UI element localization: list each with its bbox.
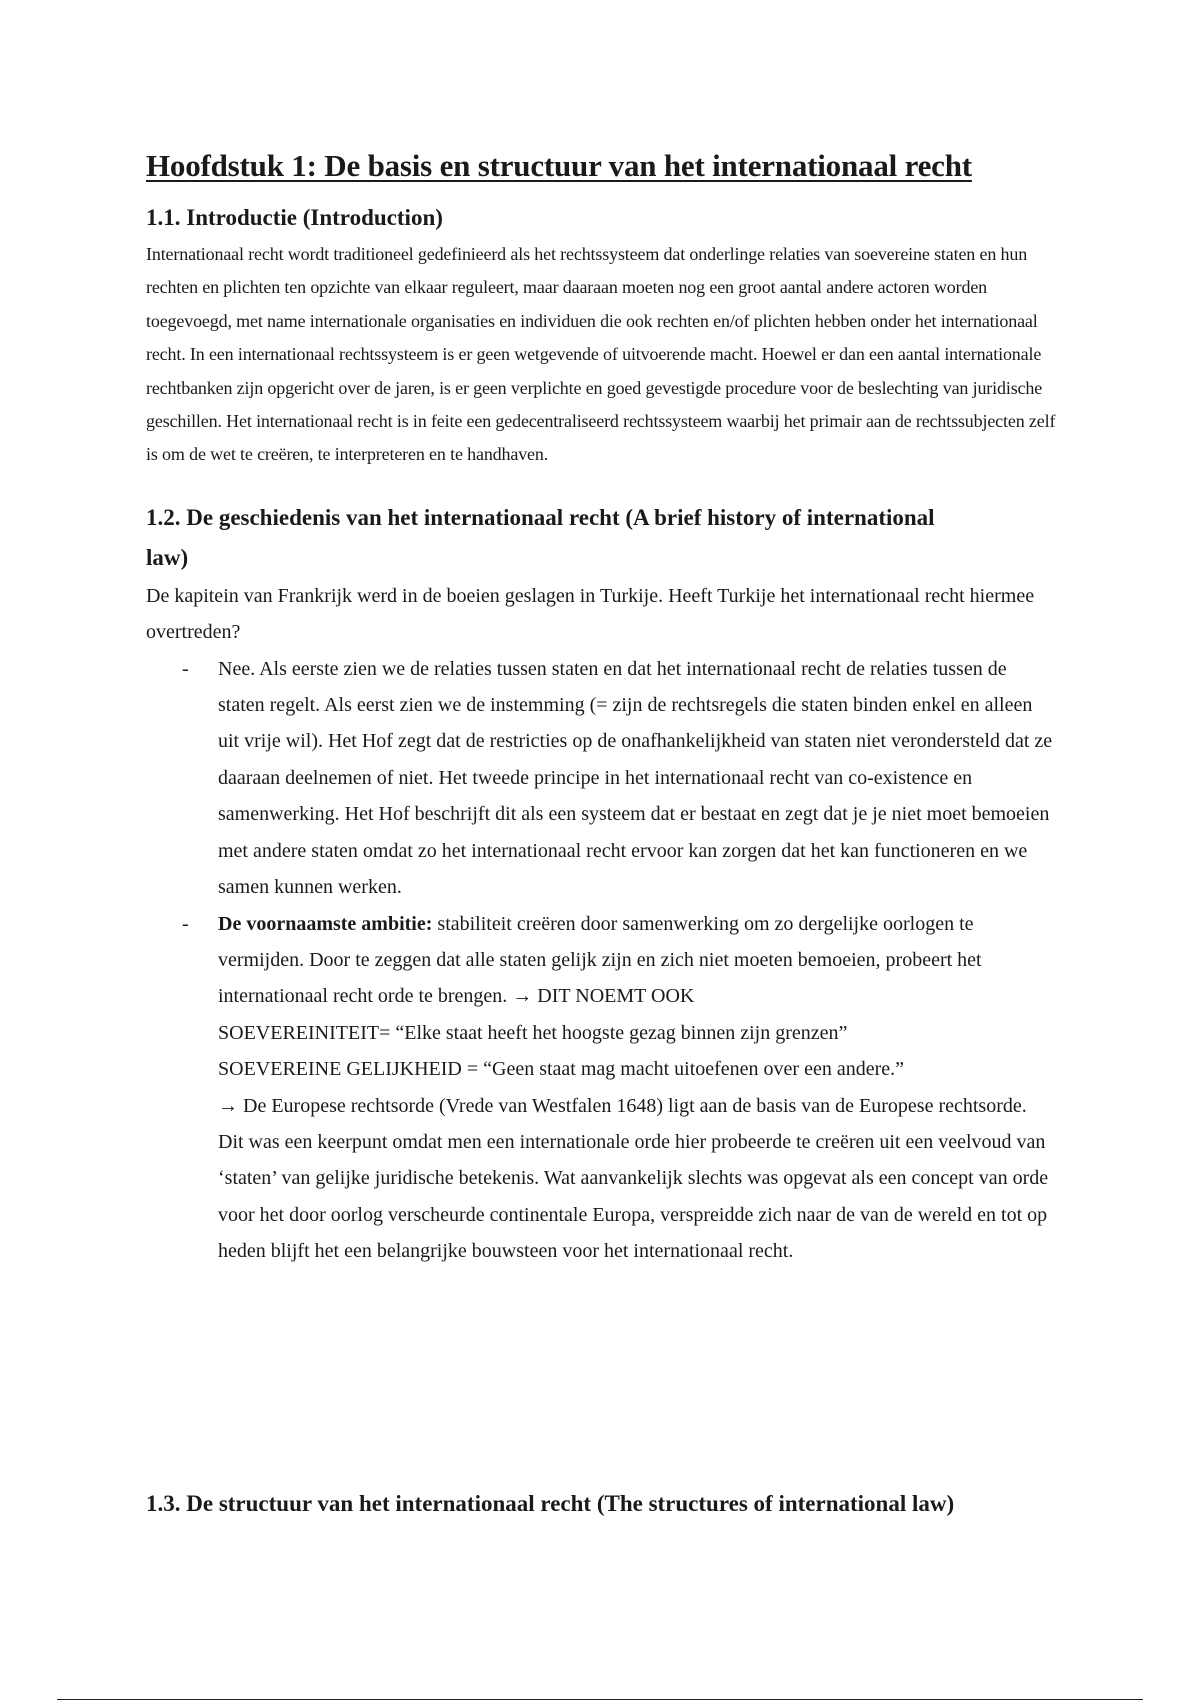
bullet-text: Nee. Als eerste zien we de relaties tussen staten en dat het internationaal recht de relaties tussen de staten regelt. Als eerst zien we de instemming (= zijn de rechtsregels die staten binden enkel en alleen uit vrije wil). Het Hof zegt dat de restricties op de onafhankelijkheid van staten niet verondersteld dat ze daaraan deelnemen of niet. Het tweede principe in het internationaal recht van co-existence en samenwerking. Het Hof beschrijft dit als een systeem dat er bestaat en zegt dat je je niet moet bemoeien met andere staten omdat zo het internationaal recht ervoor kan zorgen dat het kan functioneren en we samen kunnen werken.: [218, 657, 1053, 899]
history-bullet-list: [146, 651, 1056, 1270]
sovereignty-definition: SOEVEREINITEIT= “Elke staat heeft het hoogste gezag binnen zijn grenzen”: [218, 1021, 848, 1044]
section-title-history-line1: 1.2. De geschiedenis van het internationaal recht (A brief history of international: [146, 504, 935, 530]
section-title-introduction: 1.1. Introductie (Introduction): [146, 205, 443, 230]
dash-bullet: -: [182, 657, 189, 680]
section-title-history-line2: law): [146, 544, 189, 570]
section-title-history: [146, 498, 1056, 578]
bullet-bold-lead: De voornaamste ambitie:: [218, 912, 433, 935]
sovereign-equality-definition: SOEVEREINE GELIJKHEID = “Geen staat mag macht uitoefenen over een andere.”: [218, 1058, 905, 1081]
dash-bullet: -: [182, 912, 189, 935]
westphalia-continuation: → De Europese rechtsorde (Vrede van Westfalen 1648) ligt aan de basis van de Europese rechtsorde. Dit was een keerpunt omdat men een internationale orde hier probeerde te creëren uit een veelvoud van ‘staten’ van gelijke juridische betekenis. Wat aanvankelijk slechts was opgevat als een concept van orde voor het door oorlog verscheurde continentale Europa, verspreidde zich naar de van de wereld en tot op heden blijft het een belangrijke bouwsteen voor het internationaal recht.: [218, 1094, 1049, 1263]
introduction-paragraph: Internationaal recht wordt traditioneel gedefinieerd als het rechtssysteem dat onderlinge relaties van soevereine staten en hun rechten en plichten ten opzichte van elkaar reguleert, maar daaraan moeten nog een groot aantal andere actoren worden toegevoegd, met name internationale organisaties en individuen die ook rechten en/of plichten hebben onder het internationaal recht. In een internationaal rechtssysteem is er geen wetgevende of uitvoerende macht. Hoewel er dan een aantal internationale rechtbanken zijn opgericht over de jaren, is er geen verplichte en goed gevestigde procedure voor de beslechting van juridische geschillen. Het internationaal recht is in feite een gedecentraliseerd rechtssysteem waarbij het primair aan de rechtssubjecten zelf is om de wet te creëren, te interpreteren en te handhaven.: [146, 244, 1056, 465]
section-introduction: [146, 198, 1056, 472]
list-item: [182, 651, 1056, 906]
bullet-text: stabiliteit creëren door samenwerking om zo dergelijke oorlogen te vermijden. Door te zeggen dat alle staten gelijk zijn en zich niet moeten bemoeien, probeert het internationaal recht orde te brengen. → DIT NOEMT OOK: [218, 912, 982, 1008]
list-item: [182, 906, 1056, 1270]
section-history: [146, 498, 1056, 1270]
section-title-structure: 1.3. De structuur van het internationaal recht (The structures of international law): [146, 1491, 955, 1516]
chapter-title: Hoofdstuk 1: De basis en structuur van het internationaal recht: [146, 148, 972, 183]
document-page: [146, 148, 1056, 1516]
history-paragraph: De kapitein van Frankrijk werd in de boeien geslagen in Turkije. Heeft Turkije het internationaal recht hiermee overtreden?: [146, 584, 1035, 644]
